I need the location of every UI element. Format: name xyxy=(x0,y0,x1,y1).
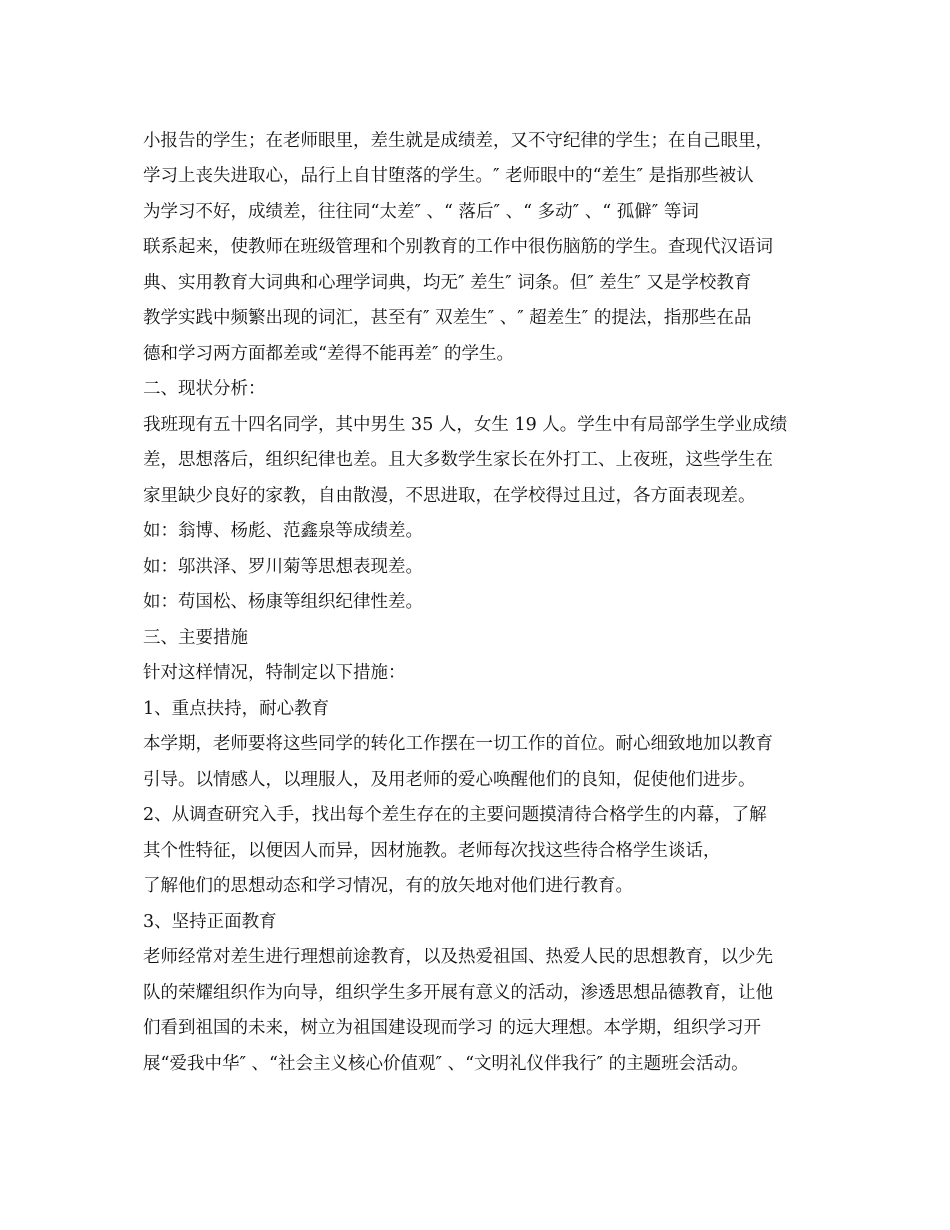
text-line: 本学期，老师要将这些同学的转化工作摆在一切工作的首位。耐心细致地加以教育 xyxy=(143,734,773,754)
text-line: 们看到祖国的未来，树立为祖国建设现而学习 的远大理想。本学期，组织学习开 xyxy=(143,1018,762,1038)
text-line: 联系起来，使教师在班级管理和个别教育的工作中很伤脑筋的学生。查现代汉语词 xyxy=(143,237,773,257)
text-line: 为学习不好，成绩差，往往同“太差″ 、“ 落后″ 、“ 多动″ 、“ 孤僻″ 等词 xyxy=(143,202,699,222)
text-line: 小报告的学生；在老师眼里，差生就是成绩差，又不守纪律的学生；在自己眼里， xyxy=(143,131,773,151)
text-line: 如：翁博、杨彪、范鑫泉等成绩差。 xyxy=(143,521,423,541)
text-line: 如：邬洪泽、罗川菊等思想表现差。 xyxy=(143,557,423,577)
section-heading: 三、主要措施 xyxy=(143,628,248,648)
text-line: 德和学习两方面都差或“差得不能再差″ 的学生。 xyxy=(143,344,515,364)
text-line: 针对这样情况，特制定以下措施： xyxy=(143,663,406,683)
text-line: 老师经常对差生进行理想前途教育，以及热爱祖国、热爱人民的思想教育，以少先 xyxy=(143,947,773,967)
text-line: 引导。以情感人，以理服人，及用老师的爱心唤醒他们的良知，促使他们进步。 xyxy=(143,770,756,790)
text-line: 了解他们的思想动态和学习情况，有的放矢地对他们进行教育。 xyxy=(143,876,633,896)
subsection-heading: 3、坚持正面教育 xyxy=(143,912,277,932)
section-heading: 二、现状分析： xyxy=(143,379,266,399)
text-line: 学习上丧失进取心，品行上自甘堕落的学生。″ 老师眼中的“差生″ 是指那些被认 xyxy=(143,166,754,186)
text-line: 队的荣耀组织作为向导，组织学生多开展有意义的活动，渗透思想品德教育，让他 xyxy=(143,983,773,1003)
text-line: 2、从调查研究入手，找出每个差生存在的主要问题摸清待合格学生的内幕，了解 xyxy=(143,805,767,825)
text-line: 典、实用教育大词典和心理学词典，均无″ 差生″ 词条。但″ 差生″ 又是学校教育 xyxy=(143,273,752,293)
subsection-heading: 1、重点扶持，耐心教育 xyxy=(143,699,330,719)
text-line: 差，思想落后，组织纪律也差。且大多数学生家长在外打工、上夜班，这些学生在 xyxy=(143,450,773,470)
text-line: 我班现有五十四名同学，其中男生 35 人，女生 19 人。学生中有局部学生学业成绩 xyxy=(143,415,788,435)
text-line: 其个性特征，以便因人而异，因材施教。老师每次找这些待合格学生谈话， xyxy=(143,841,721,861)
text-line: 如：苟国松、杨康等组织纪律性差。 xyxy=(143,592,423,612)
text-line: 展“爱我中华″ 、“社会主义核心价值观″ 、“文明礼仪伴我行″ 的主题班会活动。 xyxy=(143,1054,749,1074)
text-line: 教学实践中频繁出现的词汇，甚至有″ 双差生″ 、″ 超差生″ 的提法，指那些在品 xyxy=(143,308,752,328)
text-line: 家里缺少良好的家教，自由散漫，不思进取，在学校得过且过，各方面表现差。 xyxy=(143,486,756,506)
